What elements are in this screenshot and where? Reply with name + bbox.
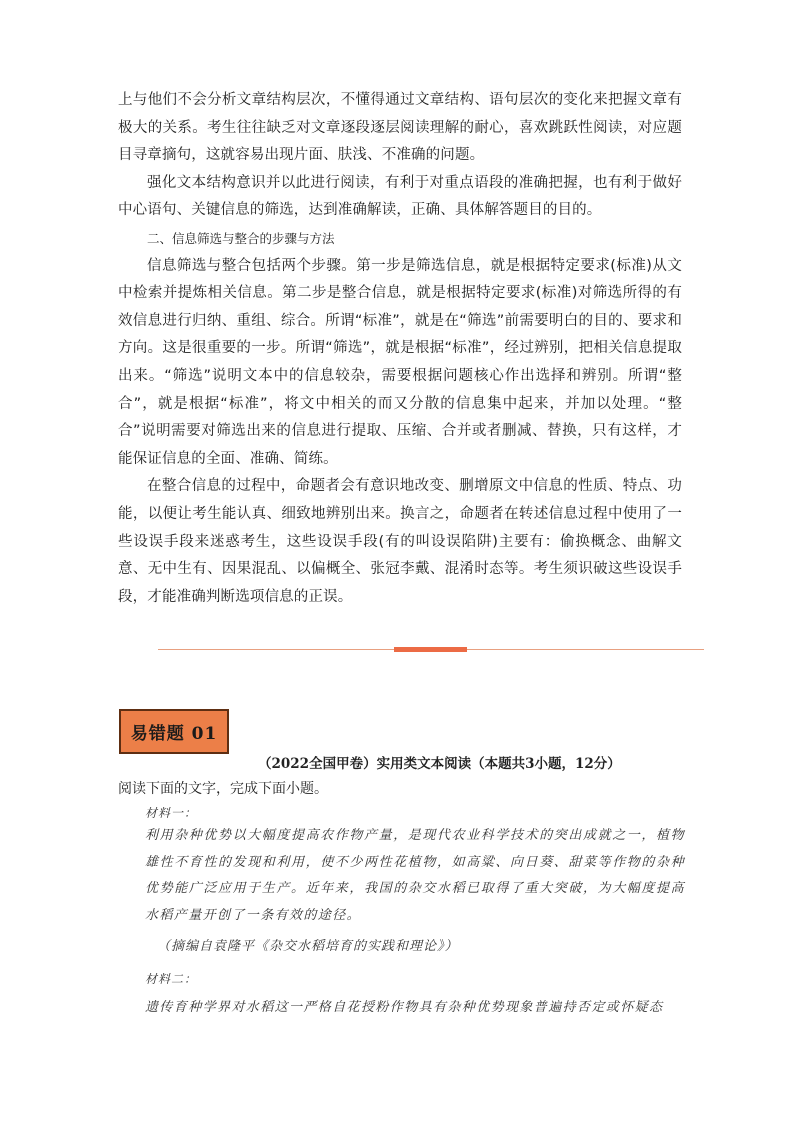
paragraph-4: 在整合信息的过程中，命题者会有意识地改变、删增原文中信息的性质、特点、功能，以便让考生能认真、细致地辨别出来。换言之，命题者在转述信息过程中使用了一些设误手段来迷惑考生，这些设误手段(有的叫设误陷阱)主要有：偷换概念、曲解文意、无中生有、因果混乱、以偏概全、张冠李戴、混淆时态等。考生须识破这些设误手段，才能准确判断选项信息的正误。 <box>118 478 682 605</box>
section-heading: 二、信息筛选与整合的步骤与方法 <box>147 230 335 246</box>
material-2-text: 遗传育种学界对水稻这一严格自花授粉作物具有杂种优势现象普遍持否定或怀疑态 <box>145 1000 664 1015</box>
paragraph-3: 信息筛选与整合包括两个步骤。第一步是筛选信息，就是根据特定要求(标准)从文中检索并提炼相关信息。第二步是整合信息，就是根据特定要求(标准)对筛选所得的有效信息进行归纳、重组、综合。所谓“标准”，就是在“筛选”前需要明白的目的、要求和方向。这是很重要的一步。所谓“筛选”，就是根据“标准”，经过辨别，把相关信息提取出来。“筛选”说明文本中的信息较杂，需要根据问题核心作出选择和辨别。所谓“整合”，就是根据“标准”，将文中相关的而又分散的信息集中起来，并加以处理。“整合”说明需要对筛选出来的信息进行提取、压缩、合并或者删减、替换，只有这样，才能保证信息的全面、准确、简练。 <box>118 257 682 467</box>
material-2-label: 材料二： <box>145 972 198 986</box>
material-1-label: 材料一： <box>145 806 198 820</box>
intro-section <box>118 87 682 611</box>
material-1-source: （摘编自袁隆平《杂交水稻培育的实践和理论》） <box>157 939 459 954</box>
material-1-text: 利用杂种优势以大幅度提高农作物产量，是现代农业科学技术的突出成就之一，植物雄性不育性的发现和利用，使不少两性花植物，如高粱、向日葵、甜菜等作物的杂种优势能广泛应用于生产。近年来，我国的杂交水稻已取得了重大突破，为大幅度提高水稻产量开创了一条有效的途径。 <box>145 828 685 923</box>
question-tag: 易错题 01 <box>119 709 229 754</box>
material-section <box>145 803 685 1022</box>
question-instruction: 阅读下面的文字，完成下面小题。 <box>118 781 328 797</box>
section-divider-accent <box>394 647 467 652</box>
paragraph-2: 强化文本结构意识并以此进行阅读，有利于对重点语段的准确把握，也有利于做好中心语句、关键信息的筛选，达到准确解读，正确、具体解答题目的目的。 <box>118 174 682 219</box>
question-title: （2022全国甲卷）实用类文本阅读（本题共3小题，12分） <box>258 756 621 772</box>
paragraph-1: 上与他们不会分析文章结构层次，不懂得通过文章结构、语句层次的变化来把握文章有极大的关系。考生往往缺乏对文章逐段逐层阅读理解的耐心，喜欢跳跃性阅读，对应题目寻章摘句，这就容易出现片面、肤浅、不准确的问题。 <box>118 92 682 164</box>
